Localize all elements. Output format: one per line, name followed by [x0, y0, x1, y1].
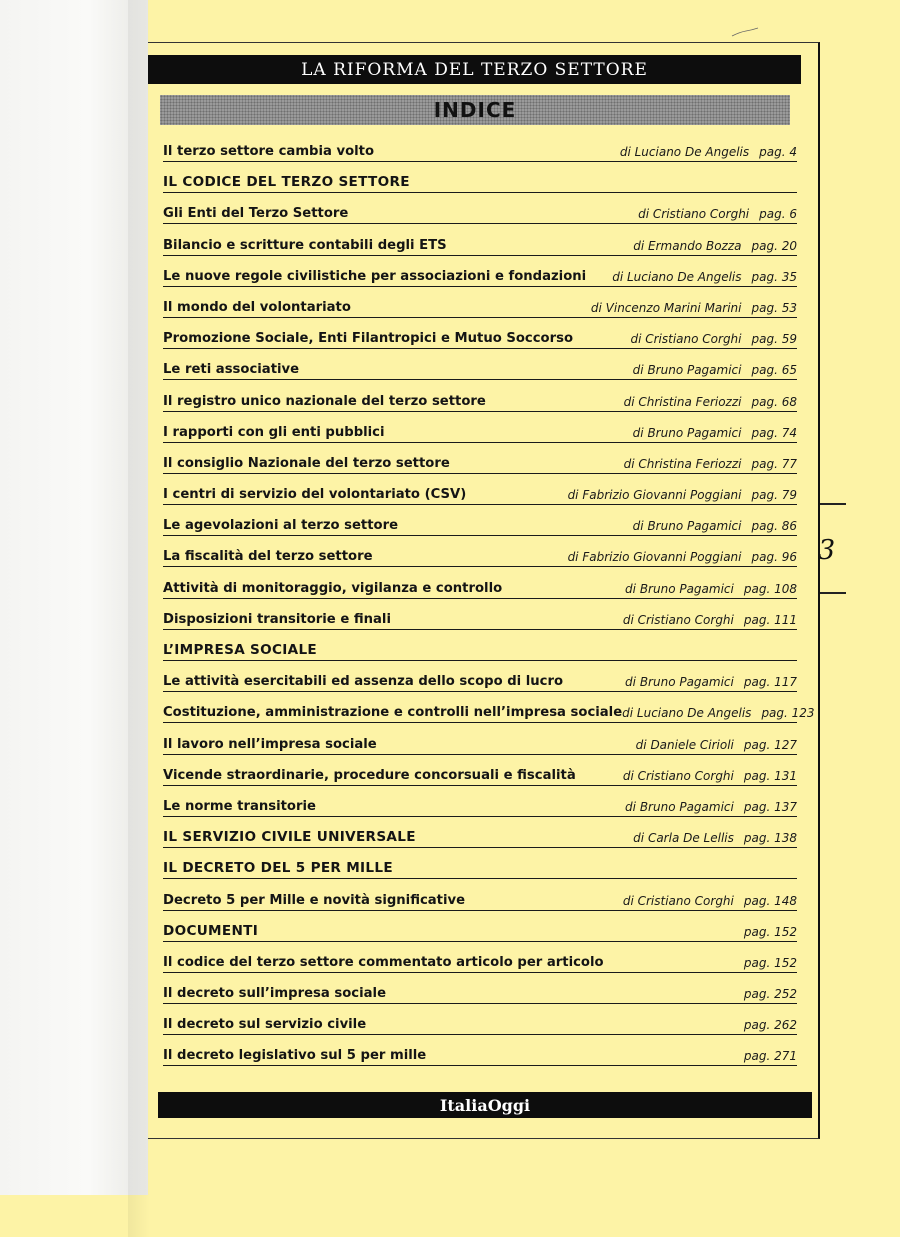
toc-section-title: IL SERVIZIO CIVILE UNIVERSALE	[163, 829, 416, 846]
toc-entry-title: Gli Enti del Terzo Settore	[163, 206, 349, 222]
toc-entry-title: Il terzo settore cambia volto	[163, 144, 375, 159]
toc-entry-title: Il mondo del volontariato	[163, 299, 351, 315]
toc-entry-author: di Cristiano Corghi	[630, 332, 742, 347]
toc-row	[163, 288, 797, 318]
toc-entry-page: pag. 152	[743, 924, 797, 939]
toc-entry-meta	[744, 987, 797, 1001]
toc-entry-meta	[625, 582, 797, 596]
footer-brand: ItaliaOggi	[439, 1095, 531, 1115]
toc-entry-meta	[633, 831, 797, 845]
toc-entry-meta	[623, 769, 797, 783]
toc-entry-title: Il registro unico nazionale del terzo settore	[163, 393, 486, 409]
toc-row	[163, 974, 797, 1004]
toc-row	[163, 226, 797, 256]
toc-entry-meta	[633, 426, 797, 440]
toc-entry-author: di Luciano De Angelis	[612, 269, 742, 284]
toc-entry-page: pag. 6	[759, 207, 797, 222]
toc-entry-author: di Daniele Cirioli	[635, 737, 734, 752]
toc-section-row	[163, 818, 797, 848]
toc-entry-title: Il codice del terzo settore commentato articolo per articolo	[163, 954, 604, 970]
toc-row	[163, 382, 797, 412]
toc-entry-meta	[744, 925, 797, 939]
toc-row	[163, 756, 797, 786]
toc-row	[163, 413, 797, 443]
side-rule-top	[820, 503, 846, 505]
toc-entry-page: pag. 138	[743, 831, 797, 846]
toc-entry-page: pag. 77	[751, 456, 797, 471]
toc-entry-author: di Bruno Pagamici	[632, 425, 742, 440]
index-header-band	[160, 95, 790, 125]
toc-entry-meta	[625, 675, 797, 689]
toc-entry-page: pag. 4	[759, 145, 797, 159]
toc-row	[163, 569, 797, 599]
toc-entry-title: Il lavoro nell’impresa sociale	[163, 736, 377, 752]
toc-entry-meta	[623, 894, 797, 908]
toc-entry-page: pag. 59	[751, 332, 797, 347]
toc-entry-title: I rapporti con gli enti pubblici	[163, 424, 385, 440]
toc-row	[163, 787, 797, 817]
toc-entry-meta	[638, 207, 797, 221]
toc-entry-meta	[620, 145, 797, 159]
toc-entry-meta	[612, 270, 797, 284]
section-header-band	[148, 55, 801, 84]
toc-entry-meta	[633, 363, 797, 377]
toc-entry-meta	[622, 706, 814, 720]
table-of-contents	[163, 132, 815, 1068]
toc-entry-meta	[744, 1018, 797, 1032]
toc-entry-page: pag. 152	[743, 955, 797, 970]
toc-entry-page: pag. 74	[751, 425, 797, 440]
toc-section-title: IL DECRETO DEL 5 PER MILLE	[163, 860, 393, 877]
toc-section-row	[163, 849, 797, 879]
toc-entry-meta	[568, 550, 797, 564]
toc-section-row	[163, 631, 797, 661]
toc-section-title: L’IMPRESA SOCIALE	[163, 642, 317, 658]
toc-entry-page: pag. 96	[751, 550, 797, 565]
toc-entry-meta	[623, 613, 797, 627]
toc-entry-page: pag. 111	[743, 612, 797, 627]
toc-row	[163, 444, 797, 474]
toc-entry-meta	[591, 301, 797, 315]
toc-entry-title: Le norme transitorie	[163, 798, 316, 814]
toc-entry-meta	[633, 519, 797, 533]
toc-entry-meta	[744, 1049, 797, 1063]
toc-entry-author: di Bruno Pagamici	[625, 675, 734, 690]
toc-entry-author: di Fabrizio Giovanni Poggiani	[567, 550, 742, 565]
scan-left-margin	[0, 0, 148, 1195]
toc-entry-author: di Bruno Pagamici	[625, 799, 734, 814]
toc-row	[163, 257, 797, 287]
toc-entry-meta	[633, 239, 797, 253]
toc-entry-author: di Vincenzo Marini Marini	[590, 300, 742, 315]
toc-entry-author: di Cristiano Corghi	[622, 893, 734, 908]
toc-entry-title: Il decreto sull’impresa sociale	[163, 986, 387, 1002]
footer-band	[158, 1092, 812, 1118]
page-number: 3	[818, 535, 836, 566]
toc-row	[163, 132, 797, 162]
index-title: INDICE	[433, 98, 517, 122]
toc-section-title: IL CODICE DEL TERZO SETTORE	[163, 174, 410, 191]
toc-entry-page: pag. 79	[751, 488, 797, 503]
toc-entry-page: pag. 127	[743, 737, 797, 752]
toc-entry-page: pag. 86	[751, 519, 797, 534]
toc-entry-page: pag. 137	[743, 799, 797, 814]
toc-entry-meta	[744, 956, 797, 970]
toc-entry-author: di Bruno Pagamici	[625, 581, 734, 596]
pen-mark	[730, 26, 760, 38]
toc-entry-meta	[636, 738, 797, 752]
toc-row	[163, 506, 797, 536]
toc-entry-author: di Fabrizio Giovanni Poggiani	[567, 488, 742, 503]
toc-entry-author: di Luciano De Angelis	[619, 145, 750, 159]
side-rule-bottom	[820, 592, 846, 594]
toc-entry-title: Il consiglio Nazionale del terzo settore	[163, 455, 450, 471]
toc-entry-author: di Ermando Bozza	[633, 238, 742, 253]
toc-entry-page: pag. 123	[761, 706, 815, 721]
toc-entry-title: Le attività esercitabili ed assenza dello scopo di lucro	[163, 674, 564, 690]
toc-entry-page: pag. 35	[751, 269, 797, 284]
toc-row	[163, 350, 797, 380]
toc-entry-page: pag. 252	[743, 987, 797, 1002]
toc-row	[163, 1036, 797, 1066]
toc-section-title: DOCUMENTI	[163, 922, 259, 939]
toc-row	[163, 600, 797, 630]
toc-entry-meta	[624, 395, 797, 409]
toc-entry-title: Vicende straordinarie, procedure concorsuali e fiscalità	[163, 767, 576, 783]
toc-entry-page: pag. 117	[743, 675, 797, 690]
toc-section-row	[163, 912, 797, 942]
toc-entry-title: Il decreto legislativo sul 5 per mille	[163, 1048, 427, 1064]
toc-entry-page: pag. 68	[751, 394, 797, 409]
toc-entry-author: di Luciano De Angelis	[622, 706, 752, 721]
toc-entry-title: La fiscalità del terzo settore	[163, 549, 373, 565]
toc-entry-title: Disposizioni transitorie e finali	[163, 611, 391, 627]
toc-entry-page: pag. 20	[751, 238, 797, 253]
toc-entry-author: di Christina Feriozzi	[623, 394, 742, 409]
toc-entry-page: pag. 65	[751, 363, 797, 378]
toc-entry-title: Decreto 5 per Mille e novità significative	[163, 892, 466, 908]
toc-entry-author: di Bruno Pagamici	[632, 363, 742, 378]
toc-entry-page: pag. 148	[743, 893, 797, 908]
toc-row	[163, 194, 797, 224]
toc-entry-meta	[568, 488, 797, 502]
toc-entry-author: di Christina Feriozzi	[623, 456, 742, 471]
toc-entry-page: pag. 131	[743, 768, 797, 783]
toc-row	[163, 693, 815, 723]
toc-entry-page: pag. 271	[743, 1049, 797, 1064]
toc-entry-author: di Cristiano Corghi	[622, 768, 734, 783]
toc-entry-title: I centri di servizio del volontariato (CSV)	[163, 487, 467, 503]
toc-entry-page: pag. 262	[743, 1018, 797, 1033]
toc-entry-meta	[624, 457, 797, 471]
toc-row	[163, 943, 797, 973]
toc-entry-author: di Carla De Lellis	[633, 831, 734, 846]
toc-row	[163, 475, 797, 505]
toc-entry-author: di Cristiano Corghi	[638, 207, 750, 222]
toc-entry-title: Il decreto sul servizio civile	[163, 1017, 367, 1033]
section-header-title: LA RIFORMA DEL TERZO SETTORE	[301, 59, 648, 80]
toc-entry-title: Le nuove regole civilistiche per associazioni e fondazioni	[163, 268, 587, 284]
toc-row	[163, 319, 797, 349]
toc-entry-title: Costituzione, amministrazione e controlli nell’impresa sociale	[163, 705, 623, 721]
toc-entry-page: pag. 53	[751, 300, 797, 315]
toc-entry-meta	[625, 800, 797, 814]
toc-section-row	[163, 163, 797, 193]
toc-row	[163, 1005, 797, 1035]
toc-entry-title: Promozione Sociale, Enti Filantropici e Mutuo Soccorso	[163, 331, 574, 347]
toc-row	[163, 881, 797, 911]
toc-entry-title: Bilancio e scritture contabili degli ETS	[163, 237, 447, 253]
toc-entry-title: Le reti associative	[163, 362, 300, 378]
toc-entry-title: Attività di monitoraggio, vigilanza e controllo	[163, 580, 503, 596]
toc-entry-meta	[630, 332, 797, 346]
toc-entry-author: di Bruno Pagamici	[632, 519, 742, 534]
toc-entry-page: pag. 108	[743, 581, 797, 596]
toc-entry-author: di Cristiano Corghi	[622, 612, 734, 627]
toc-entry-title: Le agevolazioni al terzo settore	[163, 518, 399, 534]
toc-row	[163, 537, 797, 567]
gutter-shadow	[128, 0, 150, 1237]
toc-row	[163, 662, 797, 692]
toc-row	[163, 725, 797, 755]
